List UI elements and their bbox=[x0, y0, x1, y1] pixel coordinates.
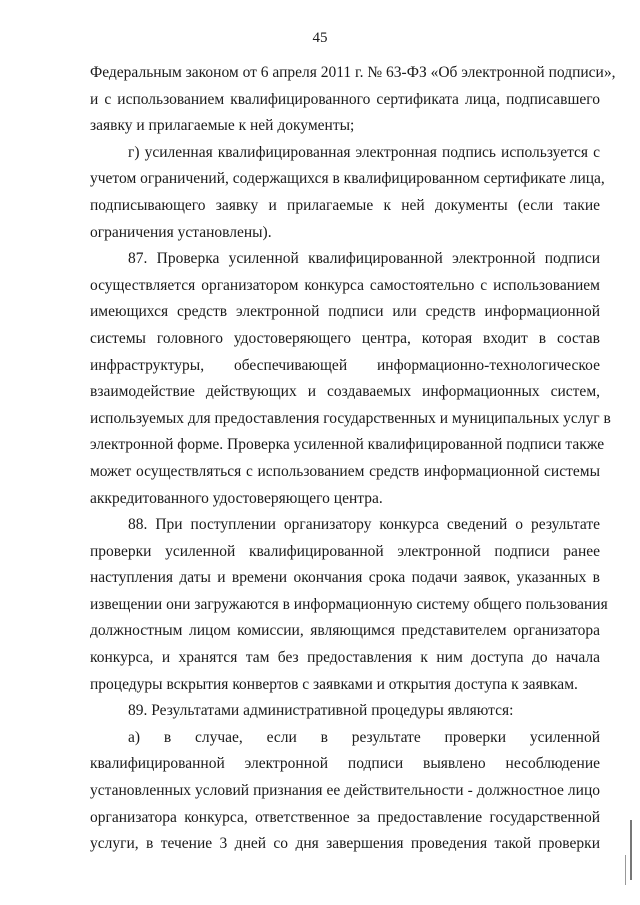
text-line: электронной форме. Проверка усиленной квалифицированной подписи также bbox=[90, 436, 605, 454]
document-body bbox=[90, 60, 616, 858]
text-line: услуги, в течение 3 дней со дня завершения проведения такой проверки bbox=[90, 835, 600, 853]
text-line: аккредитованного удостоверяющего центра. bbox=[90, 489, 383, 507]
text-line: Федеральным законом от 6 апреля 2011 г. № 63-ФЗ «Об электронной подписи», bbox=[90, 64, 616, 81]
text-line: имеющихся средств электронной подписи или средств информационной bbox=[90, 303, 600, 321]
paragraph-89-start: 89. Результатами административной процедуры являются: bbox=[128, 702, 514, 720]
paragraph-88-start: 88. При поступлении организатору конкурса сведений о результате bbox=[128, 516, 600, 534]
subparagraph-a-start: а) в случае, если в результате проверки усиленной bbox=[128, 728, 600, 746]
text-line: используемых для предоставления государственных и муниципальных услуг в bbox=[90, 409, 611, 427]
text-line: может осуществляться с использованием средств информационной системы bbox=[90, 462, 600, 480]
text-line: организатора конкурса, ответственное за предоставление государственной bbox=[90, 808, 600, 826]
text-line: процедуры вскрытия конвертов с заявками и открытия доступа к заявкам. bbox=[90, 675, 578, 693]
text-line: наступления даты и времени окончания срока подачи заявок, указанных в bbox=[90, 569, 600, 587]
text-line: подписывающего заявку и прилагаемые к ней документы (если такие bbox=[90, 196, 600, 214]
page-number: 45 bbox=[312, 30, 328, 46]
text-line: системы головного удостоверяющего центра, которая входит в состав bbox=[90, 329, 600, 347]
text-line: инфраструктуры, обеспечивающей информационно-технологическое bbox=[90, 356, 600, 374]
text-line: ограничения установлены). bbox=[90, 223, 272, 241]
text-line: проверки усиленной квалифицированной электронной подписи ранее bbox=[90, 542, 600, 560]
text-line: г) усиленная квалифицированная электронная подпись используется с bbox=[128, 143, 600, 161]
scan-edge-mark bbox=[625, 855, 626, 885]
text-line: установленных условий признания ее действительности - должностное лицо bbox=[90, 782, 600, 800]
text-line: осуществляется организатором конкурса самостоятельно с использованием bbox=[90, 276, 600, 294]
text-line: учетом ограничений, содержащихся в квалифицированном сертификате лица, bbox=[90, 170, 605, 188]
text-line: извещении они загружаются в информационную систему общего пользования bbox=[90, 595, 608, 613]
scan-edge-mark bbox=[630, 820, 632, 880]
text-line: заявку и прилагаемые к ней документы; bbox=[90, 117, 355, 135]
text-line: взаимодействие действующих и создаваемых информационных систем, bbox=[90, 383, 600, 401]
text-line: и с использованием квалифицированного сертификата лица, подписавшего bbox=[90, 90, 600, 108]
text-line: должностным лицом комиссии, являющимся представителем организатора bbox=[90, 622, 600, 640]
text-line: конкурса, и хранятся там без предоставления к ним доступа до начала bbox=[90, 649, 600, 667]
text-line: квалифицированной электронной подписи выявлено несоблюдение bbox=[90, 755, 600, 773]
paragraph-87-start: 87. Проверка усиленной квалифицированной электронной подписи bbox=[128, 250, 600, 268]
